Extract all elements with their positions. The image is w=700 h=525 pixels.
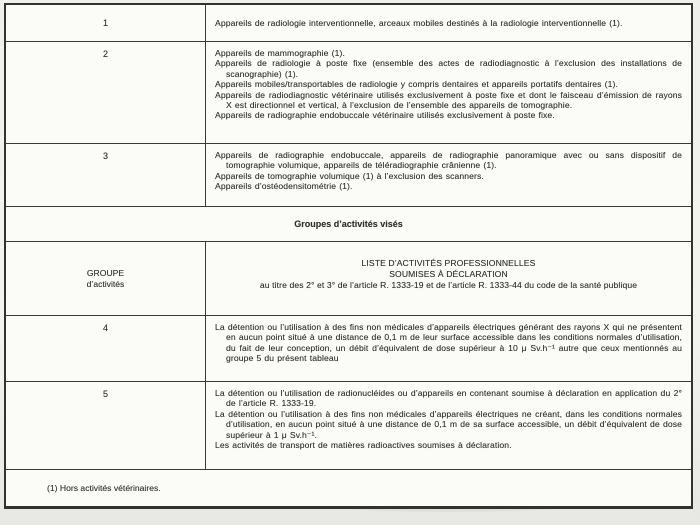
group-number: 3 [6, 144, 206, 206]
description-paragraph: Appareils de radiologie interventionnelle, arceaux mobiles destinés à la radiologie interventionnelle (1). [215, 18, 623, 28]
table-row-group-2 [6, 42, 691, 144]
group-number: 2 [6, 42, 206, 143]
description-paragraph: Appareils de mammographie (1). [215, 48, 345, 58]
header-group-line2: d’activités [86, 278, 125, 289]
description-paragraph: Appareils de tomographie volumique (1) à l’exclusion des scanners. [215, 170, 484, 181]
table-row-group-1 [6, 5, 691, 42]
header-group-column [6, 242, 206, 315]
description-paragraph: La détention ou l’utilisation à des fins non médicales d’appareils électriques générant des rayons X qui ne présentent en aucun point situé à une distance de 0,1 m de leur surface accessible dans les conditions normales d’utilisation, du fait de leur conception, un débit d’équivalent de dose supérieur à 10 μ Sv.h⁻¹ autre que ceux mentionnés au groupe 5 du présent tableau [215, 322, 682, 364]
group-description [206, 144, 691, 206]
header-list-line3: au titre des 2° et 3° de l’article R. 1333-19 et de l’article R. 1333-44 du code de la santé publique [259, 279, 638, 290]
header-list-line2: SOUMISES À DÉCLARATION [389, 269, 508, 280]
header-group-line1: GROUPE [86, 268, 125, 278]
description-paragraph: La détention ou l’utilisation à des fins non médicales d’appareils électriques ne créant, dans les conditions normales d’utilisation, en aucun point situé à une distance de 0,1 m de sa surface accessible, un débit d’équivalent de dose supérieur à 1 μ Sv.h⁻¹. [215, 408, 682, 440]
footnote-text: (1) Hors activités vétérinaires. [47, 483, 161, 493]
table-row-group-5 [6, 382, 691, 470]
table-row-group-4 [6, 316, 691, 382]
description-paragraph: Appareils de radiographie endobuccale vétérinaire utilisés exclusivement à poste fixe. [215, 110, 555, 121]
group-description [206, 382, 691, 469]
section-title: Groupes d’activités visés [294, 219, 403, 229]
group-description [206, 42, 691, 143]
description-paragraph: La détention ou l’utilisation de radionucléides ou d’appareils en contenant soumise à déclaration en application du 2° de l’article R. 1333-19. [215, 388, 682, 409]
description-paragraph: Appareils mobiles/transportables de radiologie y compris dentaires et appareils portatifs dentaires (1). [215, 79, 618, 90]
table-row-group-3 [6, 144, 691, 207]
group-number: 1 [6, 5, 206, 41]
section-banner-row [6, 207, 691, 242]
group-number: 4 [6, 316, 206, 381]
table-header-row [6, 242, 691, 316]
description-paragraph: Les activités de transport de matières radioactives soumises à déclaration. [215, 440, 512, 451]
description-paragraph: Appareils de radiographie endobuccale, appareils de radiographie panoramique avec ou sans dispositif de tomographie volumique, appareils de téléradiographie crânienne (1). [215, 150, 682, 171]
footnote-row [6, 470, 691, 506]
description-paragraph: Appareils de radiodiagnostic vétérinaire utilisés exclusivement à poste fixe et dont le faisceau d’émission de rayons X est directionnel et vertical, à l’exclusion de l’ensemble des appareils de tomographie. [215, 89, 682, 111]
group-description [206, 5, 691, 41]
header-list-line1: LISTE D’ACTIVITÉS PROFESSIONNELLES [361, 258, 536, 269]
regulation-table [4, 3, 693, 509]
group-description [206, 316, 691, 381]
header-list-column [206, 242, 691, 315]
description-paragraph: Appareils de radiologie à poste fixe (ensemble des actes de radiodiagnostic à l’exclusion des installations de scanographie) (1). [215, 58, 682, 79]
group-number: 5 [6, 382, 206, 469]
description-paragraph: Appareils d’ostéodensitométrie (1). [215, 181, 353, 192]
